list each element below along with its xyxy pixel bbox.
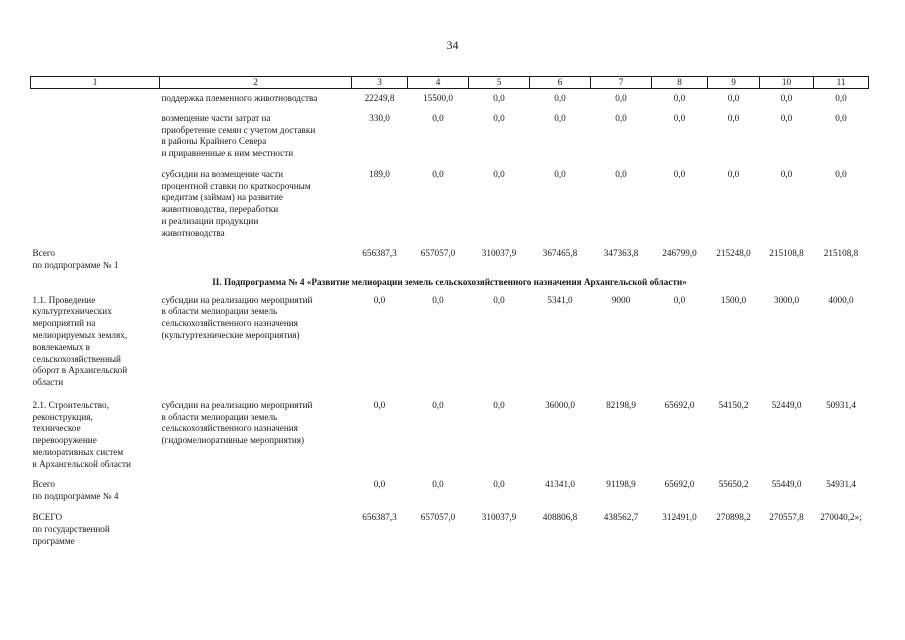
header-cell: 4 <box>408 77 469 89</box>
value-cell: 656387,3 <box>362 248 397 259</box>
table-row <box>31 89 869 105</box>
header-cell: 3 <box>352 77 408 89</box>
table-row <box>31 470 869 503</box>
value-cell: 0,0 <box>493 294 505 305</box>
value-cell: 50931,4 <box>826 399 856 410</box>
value-cell: 189,0 <box>369 168 390 179</box>
value-cell: 22249,8 <box>364 93 395 103</box>
value-cell: 0,0 <box>615 93 627 103</box>
value-cell: 0,0 <box>727 112 740 123</box>
value-cell: 9000 <box>611 294 631 305</box>
value-cell: 347363,8 <box>603 248 639 259</box>
value-cell: 0,0 <box>493 168 505 179</box>
value-cell: 55650,2 <box>718 479 749 490</box>
row-label: Всего по подпрограмме № 1 <box>32 248 119 271</box>
row-label: 1.1. Проведение культуртехнических мероприятий на мелиорируемых землях, вовлекаемых в сельскохозяйственный оборот в Архангельской области <box>32 294 128 388</box>
value-cell: 0,0 <box>780 168 793 179</box>
value-cell: 310037,9 <box>481 248 517 259</box>
value-cell: 310037,9 <box>481 511 517 522</box>
header-cell: 7 <box>591 77 652 89</box>
value-cell: 657057,0 <box>420 248 456 259</box>
value-cell: 41341,0 <box>545 479 575 490</box>
value-cell: 270898,2 <box>716 511 751 522</box>
value-cell: 0,0 <box>493 93 505 103</box>
value-cell: 0,0 <box>432 112 444 123</box>
value-cell: 82198,9 <box>606 399 636 410</box>
header-cell: 1 <box>31 77 160 89</box>
table-row <box>31 160 869 240</box>
value-cell: 15500,0 <box>423 93 453 103</box>
value-cell: 0,0 <box>780 93 793 103</box>
table-row <box>31 105 869 160</box>
value-cell: 438562,7 <box>603 511 639 522</box>
value-cell: 0,0 <box>373 479 386 490</box>
value-cell: 0,0 <box>615 112 627 123</box>
value-cell: 0,0 <box>835 112 847 123</box>
value-cell: 54931,4 <box>826 479 856 490</box>
value-cell: 0,0 <box>373 294 386 305</box>
header-cell: 8 <box>652 77 708 89</box>
value-cell: 0,0 <box>780 112 793 123</box>
value-cell: 52449,0 <box>771 399 802 410</box>
value-cell: 0,0 <box>373 399 386 410</box>
value-cell: 65692,0 <box>664 479 695 490</box>
row-description: субсидии на реализацию мероприятий в области мелиорации земель сельскохозяйственного назначения (гидромелиоративные мероприятия) <box>161 399 313 446</box>
row-label: ВСЕГО по государственной программе <box>32 511 110 546</box>
value-cell: 0,0 <box>727 93 740 103</box>
value-cell: 215248,0 <box>716 248 751 259</box>
header-cell: 2 <box>160 77 352 89</box>
row-description: поддержка племенного животноводства <box>161 93 318 103</box>
value-cell: 656387,3 <box>362 511 397 522</box>
row-label: 2.1. Строительство, реконструкция, техническое перевооружение мелиоративных систем в Архангельской области <box>32 399 131 469</box>
header-cell: 9 <box>708 77 760 89</box>
row-label <box>31 89 160 105</box>
header-cell: 10 <box>760 77 814 89</box>
value-cell: 270557,8 <box>769 511 804 522</box>
row-description: субсидии на возмещение части процентной ставки по краткосрочным кредитам (займам) на развитие животноводства, переработки и реализации продукции животноводства <box>161 168 311 238</box>
table-row <box>31 295 869 389</box>
table-body <box>31 77 869 548</box>
value-cell: 367465,8 <box>542 248 578 259</box>
value-cell: 0,0 <box>673 168 686 179</box>
value-cell: 5341,0 <box>547 294 573 305</box>
value-cell: 0,0 <box>432 479 444 490</box>
value-cell: 215108,8 <box>769 248 804 259</box>
value-cell: 0,0 <box>615 168 627 179</box>
value-cell: 0,0 <box>673 112 686 123</box>
value-cell: 91198,9 <box>606 479 636 490</box>
value-cell: 215108,8 <box>823 248 859 259</box>
value-cell: 0,0 <box>835 93 847 103</box>
value-cell: 0,0 <box>432 294 444 305</box>
row-description <box>160 470 352 503</box>
value-cell: 0,0 <box>554 112 566 123</box>
value-cell: 0,0 <box>493 399 505 410</box>
value-cell: 0,0 <box>432 399 444 410</box>
table-row <box>31 389 869 471</box>
value-cell: 1500,0 <box>720 294 747 305</box>
row-description: субсидии на реализацию мероприятий в области мелиорации земель сельскохозяйственного назначения (культуртехнические мероприятия) <box>161 294 313 341</box>
value-cell: 0,0 <box>673 294 686 305</box>
value-cell: 408806,8 <box>542 511 578 522</box>
value-cell: 36000,0 <box>545 399 575 410</box>
value-cell: 0,0 <box>835 168 847 179</box>
row-label <box>31 105 160 160</box>
row-label <box>31 160 160 240</box>
row-description: возмещение части затрат на приобретение семян с учетом доставки в районы Крайнего Севера и приравненные к ним местности <box>161 112 316 159</box>
value-cell: 0,0 <box>727 168 740 179</box>
value-cell: 4000,0 <box>828 294 854 305</box>
value-cell: 270040,2»; <box>820 511 862 522</box>
page-number: 34 <box>446 38 459 52</box>
value-cell: 246799,0 <box>662 248 697 259</box>
value-cell: 3000,0 <box>773 294 800 305</box>
header-cell: 11 <box>814 77 869 89</box>
section-row <box>31 272 869 295</box>
value-cell: 54150,2 <box>718 399 749 410</box>
row-label: Всего по подпрограмме № 4 <box>32 479 119 502</box>
header-row <box>31 77 869 89</box>
value-cell: 0,0 <box>432 168 444 179</box>
table-row <box>31 239 869 272</box>
section-title: II. Подпрограмма № 4 «Развитие мелиорации земель сельскохозяйственного назначения Архангельской области» <box>212 276 687 287</box>
value-cell: 55449,0 <box>771 479 802 490</box>
row-description <box>160 239 352 272</box>
value-cell: 312491,0 <box>662 511 697 522</box>
value-cell: 0,0 <box>554 168 566 179</box>
header-cell: 6 <box>530 77 591 89</box>
value-cell: 0,0 <box>493 112 505 123</box>
value-cell: 0,0 <box>554 93 566 103</box>
value-cell: 657057,0 <box>420 511 456 522</box>
value-cell: 0,0 <box>493 479 505 490</box>
value-cell: 330,0 <box>369 112 390 123</box>
table-row <box>31 503 869 547</box>
row-description <box>160 503 352 547</box>
header-cell: 5 <box>469 77 530 89</box>
value-cell: 65692,0 <box>664 399 695 410</box>
financing-table <box>30 76 869 547</box>
value-cell: 0,0 <box>673 93 686 103</box>
